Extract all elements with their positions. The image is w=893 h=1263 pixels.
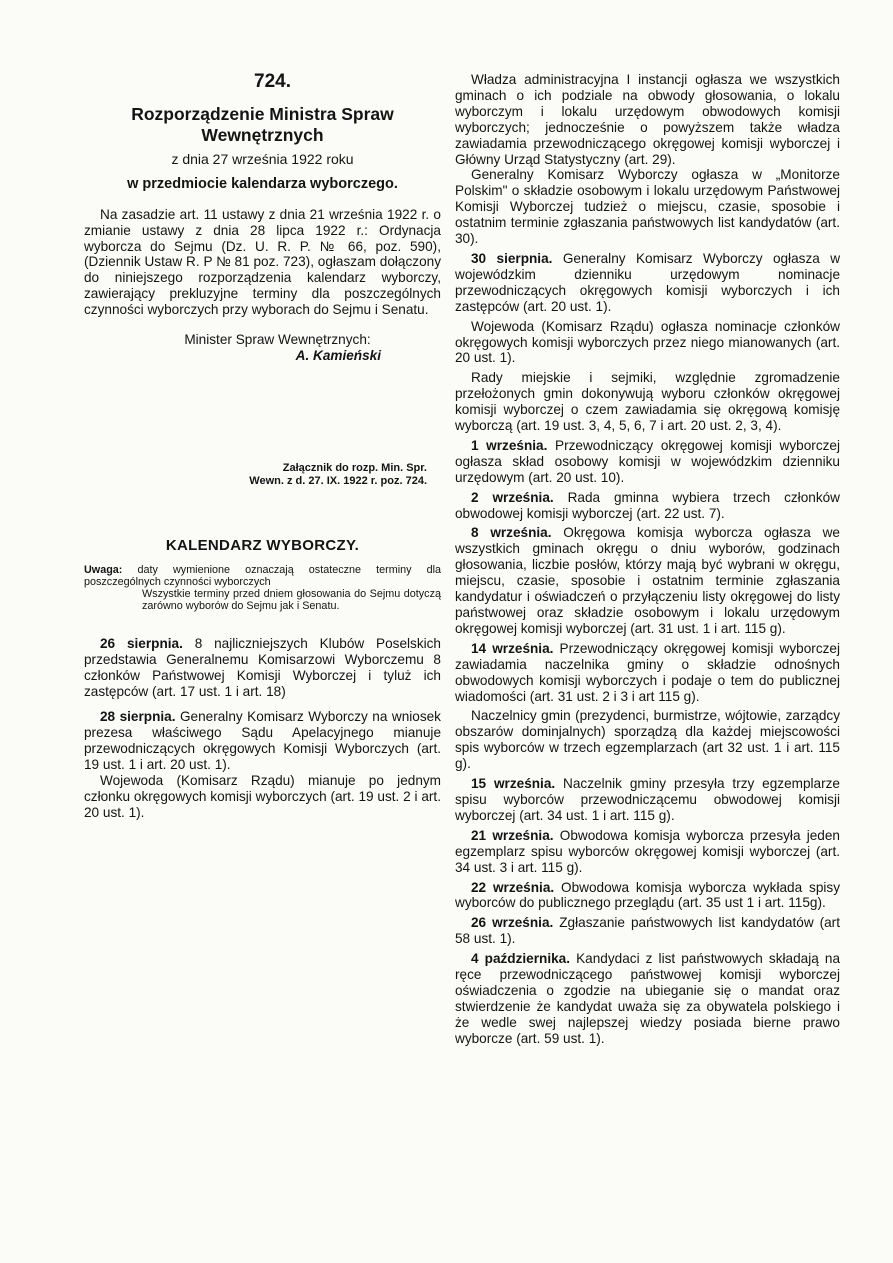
document-number: 724. <box>254 71 291 92</box>
calendar-entry <box>455 915 840 947</box>
signature-role: Minister Spraw Wewnętrznych: <box>184 332 371 348</box>
annex-reference <box>84 462 441 488</box>
note-line-1 <box>84 564 441 588</box>
right-paragraph-1: Władza administracyjna I instancji ogłasza we wszystkich gminach o ich podziale na obwody głosowania, o lokalu wyborczym i lokalu urzędowym obwodowych komisji wyborczych; jednocześnie o powyższem także władza zawiadamia przewodniczącego okręgowej komisji wyborczej i Główny Urząd Statystyczny (art. 29). <box>455 72 840 167</box>
document-title <box>84 104 441 146</box>
entry-date: 26 sierpnia. <box>100 635 183 651</box>
entry-text: Okręgowa komisja wyborcza ogłasza we wszystkich gminach okręgu o dniu wyborów, godzinach głosowania, liczbie posłów, którzy mają być wybrani w okręgu, miejscu, czasie, sposobie i ostatnim terminie zgłaszania kandydatur i oświadczeń o przyłączeniu listy okręgowej do listy państwowej oraz składzie osobowym i lokalu urzędowym okręgowej komisji wyborczej (art. 31 ust. 1 i art. 115 g). <box>455 525 840 636</box>
annex-line-2: Wewn. z d. 27. IX. 1922 r. poz. 724. <box>249 474 427 487</box>
entry-text: Rada gminna wybiera trzech członków obwodowej komisji wyborczej (art. 22 ust. 7). <box>455 489 840 521</box>
entry-text: 8 najliczniejszych Klubów Poselskich przedstawia Generalnemu Komisarzowi Wyborczemu 8 członków Państwowej Komisji Wyborczej i tyluż ich zastępców (art. 17 ust. 1 i art. 18) <box>84 635 441 699</box>
entry-text: Przewodniczący okręgowej komisji wyborczej zawiadamia naczelnika gminy o składzie odnośnych obwodowych komisji wyborczych i podaje o tem do publicznej wiadomości (art. 31 ust. 2 i 3 i art 115 g). <box>455 640 840 704</box>
calendar-entry <box>455 490 840 522</box>
document-date: z dnia 27 września 1922 roku <box>171 150 354 167</box>
calendar-entry <box>455 438 840 486</box>
calendar-entry <box>455 776 840 824</box>
entry-text: Obwodowa komisja wyborcza wykłada spisy wyborców do publicznego przeglądu (art. 35 ust 1 i art. 115g). <box>455 879 840 911</box>
entry-text: Obwodowa komisja wyborcza przesyła jeden egzemplarz spisu wyborców okręgowej komisji wyborczej (art. 34 ust. 3 i art. 115 g). <box>455 827 840 875</box>
entry-date: 4 października. <box>471 951 571 967</box>
entry-text: Naczelnicy gmin (prezydenci, burmistrze, wójtowie, zarządcy obszarów dominjalnych) sporządzą dla każdej miejscowości spis wyborców w trzech egzemplarzach (art 32 ust. 1 i art. 115 g). <box>455 708 840 772</box>
calendar-entry <box>455 880 840 912</box>
entry-text: Naczelnik gminy przesyła trzy egzemplarze spisu wyborców przewodniczącemu obwodowej komisji wyborczej (art. 34 ust. 1 i art. 115 g). <box>455 776 840 823</box>
entry-text: Przewodniczący okręgowej komisji wyborczej ogłasza skład osobowy komisji w wojewódzkim dzienniku urzędowym (art. 20 ust. 10). <box>455 437 840 485</box>
calendar-entry <box>84 636 441 700</box>
calendar-note <box>84 564 441 612</box>
calendar-entry <box>455 370 840 434</box>
note-label: Uwaga: <box>84 563 123 576</box>
calendar-entry <box>455 319 840 367</box>
entry-date: 26 września. <box>471 915 554 931</box>
entry-date: 30 sierpnia. <box>471 250 553 266</box>
calendar-entry <box>455 951 840 1046</box>
annex-line-1: Załącznik do rozp. Min. Spr. <box>282 461 427 474</box>
calendar-entry <box>455 641 840 705</box>
entry-date: 21 września. <box>471 827 554 843</box>
note-text-2: Wszystkie terminy przed dniem głosowania do Sejmu dotyczą zarówno wyborów do Sejmu jak i Senatu. <box>142 587 441 612</box>
entry-text: Generalny Komisarz Wyborczy na wniosek prezesa właściwego Sądu Apelacyjnego mianuje przewodniczących okręgowych Komisji Wyborczych (art. 19 ust. 1 i art. 20 ust. 1). <box>84 709 441 773</box>
right-paragraph-2: Generalny Komisarz Wyborczy ogłasza w „Monitorze Polskim" o składzie osobowym i lokalu urzędowym Państwowej Komisji Wyborczej tudzież o miejscu, czasie, sposobie i ostatnim terminie zgłaszania państwowych list kandydatów (art. 30). <box>455 167 840 247</box>
entry-date: 8 września. <box>471 525 552 541</box>
left-column <box>84 72 441 821</box>
entry-text: Wojewoda (Komisarz Rządu) ogłasza nominacje członków okręgowych komisji wyborczych przez niego mianowanych (art. 20 ust. 1). <box>455 318 840 366</box>
entry-date: 2 września. <box>471 489 554 505</box>
document-subject: w przedmiocie kalendarza wyborczego. <box>127 175 398 192</box>
calendar-title: KALENDARZ WYBORCZY. <box>165 536 360 554</box>
entry-text: Kandydaci z list państwowych składają na ręce przewodniczącego państwowej komisji wyborczej oświadczenia o zgodzie na ubieganie się o mandat oraz stwierdzenie że kandydat uważa się za obywatela polskiego i że wedle swej najlepszej wiedzy posiada bierne prawo wyborcze (art. 59 ust. 1). <box>455 951 841 1046</box>
entry-date: 14 września. <box>471 640 554 656</box>
calendar-entry <box>455 251 840 315</box>
calendar-entry <box>455 525 840 636</box>
title-line-2: Wewnętrznych <box>201 124 324 145</box>
right-column <box>455 72 840 1051</box>
entry-continuation: Wojewoda (Komisarz Rządu) mianuje po jednym członku okręgowych komisji wyborczych (art. 19 ust. 2 i art. 20 ust. 1). <box>84 773 441 820</box>
entry-text: Zgłaszanie państwowych list kandydatów (art 58 ust. 1). <box>455 915 840 947</box>
entry-date: 22 września. <box>471 879 555 895</box>
entry-date: 28 sierpnia. <box>100 709 176 725</box>
signature-name: A. Kamieński <box>295 347 381 363</box>
entry-date: 15 września. <box>471 776 556 792</box>
entry-date: 1 września. <box>471 437 548 453</box>
calendar-entry <box>455 828 840 876</box>
calendar-entry <box>455 708 840 772</box>
entry-text: Rady miejskie i sejmiki, względnie zgromadzenie przełożonych gmin dokonywują wyboru członków okręgowej komisji wyborczej o czem zawiadamia się okręgową komisję wyborczą (art. 19 ust. 3, 4, 5, 6, 7 i art. 20 ust. 2, 3, 4). <box>455 370 840 434</box>
entry-text: Generalny Komisarz Wyborczy ogłasza w wojewódzkim dzienniku urzędowym nominacje przewodniczących okręgowych komisji wyborczych i ich zastępców (art. 20 ust. 1). <box>455 250 841 314</box>
note-text-1: daty wymienione oznaczają ostateczne terminy dla poszczególnych czynności wyborczych <box>84 563 441 588</box>
title-line-1: Rozporządzenie Ministra Spraw <box>131 103 394 124</box>
calendar-entry <box>84 709 441 773</box>
preamble-paragraph: Na zasadzie art. 11 ustawy z dnia 21 września 1922 r. o zmianie ustawy z dnia 28 lipca 1922 r.: Ordynacja wyborcza do Sejmu (Dz. U. R. P. № 66, poz. 590), (Dziennik Ustaw R. P № 81 poz. 723), ogłaszam dołączony do niniejszego rozporządzenia kalendarz wyborczy, zawierający prekluzyjne terminy dla poszczególnych czynności wyborczych przy wyborach do Sejmu i Senatu. <box>84 206 441 318</box>
